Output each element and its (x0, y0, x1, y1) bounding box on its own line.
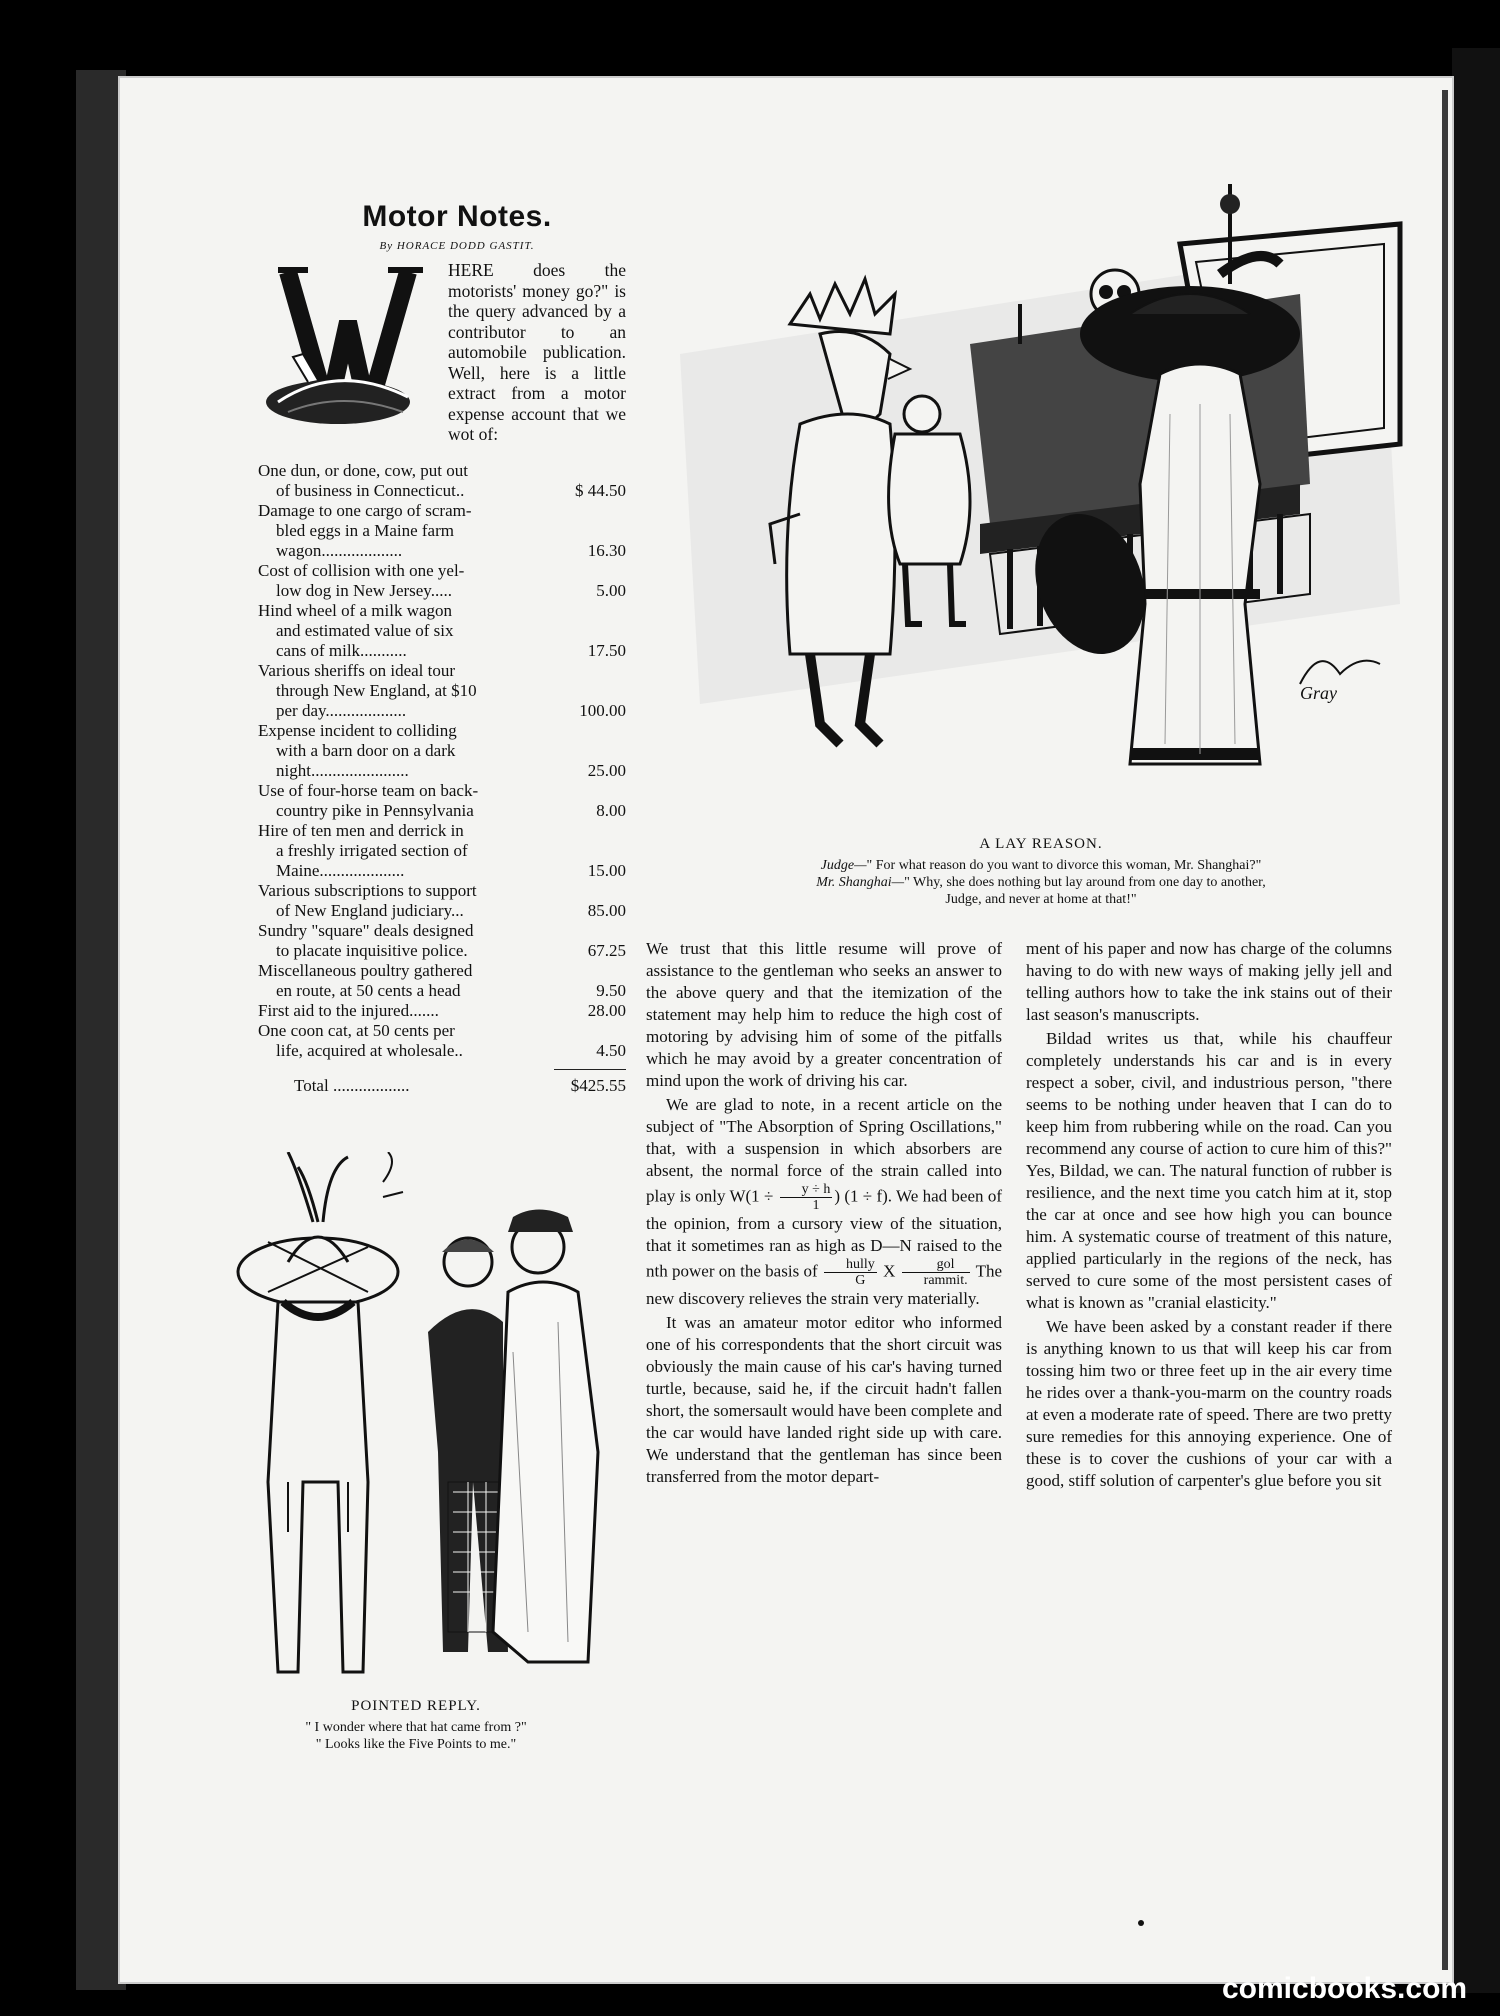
expense-amount: $ 44.50 (575, 480, 626, 500)
judge-speaker: Judge— (820, 858, 867, 873)
lay-reason-cartoon (660, 184, 1422, 824)
drop-cap-w-illustration (258, 262, 438, 434)
total-label: Total .................. (294, 1075, 410, 1095)
expense-line: a freshly irrigated section of (276, 840, 468, 860)
expense-line: bled eggs in a Maine farm (276, 520, 454, 540)
total-rule (554, 1069, 626, 1070)
total-amount: $425.55 (570, 1075, 626, 1095)
article-title: Motor Notes. (362, 200, 552, 233)
expense-line: to placate inquisitive police. (276, 940, 468, 960)
expense-line: One coon cat, at 50 cents per (258, 1020, 455, 1040)
expense-line: of New England judiciary... (276, 900, 464, 920)
expense-line: cans of milk........... (276, 640, 407, 660)
pointed-reply-line-1: " I wonder where that hat came from ?" (305, 1720, 527, 1735)
expense-row (258, 821, 626, 881)
expense-row (258, 1021, 626, 1061)
right-binding-edge (1452, 48, 1500, 1993)
expense-line: night....................... (276, 760, 409, 780)
expense-line: low dog in New Jersey..... (276, 580, 452, 600)
expense-line: Expense incident to colliding (258, 720, 457, 740)
expense-list (258, 461, 626, 1061)
lay-reason-caption (660, 836, 1422, 908)
expense-line: Various sheriffs on ideal tour (258, 660, 456, 680)
expense-description (258, 961, 556, 1001)
expense-row (258, 1001, 626, 1021)
expense-line: en route, at 50 cents a head (276, 980, 461, 1000)
expense-line: Hind wheel of a milk wagon (258, 600, 453, 620)
col2-paragraph-3: It was an amateur motor editor who informed one of his correspondents that the short circuit was obviously the main cause of his car's having turned turtle, because, said he, if the circuit hadn't fallen short, the somersault would have been complete and the car would have landed right side up with care. We understand that the gentleman has since been transferred from the motor depart- (646, 1313, 1002, 1486)
expense-row (258, 601, 626, 661)
expense-amount: 4.50 (596, 1040, 626, 1060)
expense-description (258, 661, 556, 721)
expense-amount: 16.30 (587, 540, 626, 560)
expense-description (258, 721, 556, 781)
expense-amount: 15.00 (587, 860, 626, 880)
pointed-reply-title: POINTED REPLY. (351, 1698, 481, 1714)
expense-amount: 100.00 (579, 700, 626, 720)
expense-description (258, 781, 556, 821)
expense-description (258, 881, 556, 921)
expense-line: Various subscriptions to support (258, 880, 477, 900)
artist-signature: Gray (1300, 683, 1337, 703)
pointed-reply-caption (228, 1698, 604, 1753)
col2-p2-part-c: The new discovery relieves the strain very materially. (646, 1261, 1003, 1308)
expense-row (258, 501, 626, 561)
expense-row (258, 661, 626, 721)
expense-amount: 85.00 (587, 900, 626, 920)
expense-row (258, 781, 626, 821)
expense-line: with a barn door on a dark (276, 740, 456, 760)
shanghai-line (660, 874, 1422, 891)
expense-line: Cost of collision with one yel- (258, 560, 465, 580)
expense-line: Miscellaneous poultry gathered (258, 960, 473, 980)
article-byline: By HORACE DODD GASTIT. (379, 240, 535, 252)
pointed-reply-cartoon (228, 1152, 604, 1692)
lay-reason-title: A LAY REASON. (979, 836, 1103, 852)
total-row (258, 1076, 626, 1096)
col3-paragraph-2: Bildad writes us that, while his chauffeur completely understands his car and is in every respect a sober, civil, and industrious person, "there seems to be nothing under heaven that I can do to keep him from rubbering while on the road. Can you recommend any course of action to cure him of this?" Yes, Bildad, we can. The natural function of rubber is resilience, and the next time you catch him at it, stop the car at once and see how high you can bounce him. A systematic course of treatment of this nature, applied particularly in the regions of the neck, has served to cure some of the most persistent cases of what is known as "cranial elasticity." (1026, 1029, 1392, 1312)
expense-row (258, 461, 626, 501)
formula-y-h: $\frac{y \div h}{1}$ (780, 1182, 833, 1213)
page-dot (1138, 1920, 1144, 1926)
expense-description (258, 561, 556, 601)
pointed-reply-line-2: " Looks like the Five Points to me." (315, 1737, 517, 1752)
expense-line: Hire of ten men and derrick in (258, 820, 464, 840)
expense-description (258, 601, 556, 661)
col2-p2-part-a: We are glad to note, in a recent article on the subject of "The Absorption of Spring Oscillations," that, with a suspension in which absorbers are absent, the normal force of the strain called into play is only W(1 ÷ (646, 1095, 1002, 1206)
expense-amount: 17.50 (587, 640, 626, 660)
expense-row (258, 921, 626, 961)
expense-amount: 25.00 (587, 760, 626, 780)
col2-p2-part-b: ) (1 ÷ f). We had been of the opinion, from a cursory view of the situation, that it sometimes ran as high as D—N raised to the nth power on the basis of (646, 1186, 1003, 1281)
article-intro (258, 260, 626, 445)
col3-paragraph-1: ment of his paper and now has charge of the columns having to do with new ways of making jelly jell and telling authors how to take the ink stains out of their last season's manuscripts. (1026, 939, 1392, 1024)
expense-line: One dun, or done, cow, put out (258, 460, 468, 480)
expense-line: of business in Connecticut.. (276, 480, 465, 500)
motor-notes-column (258, 200, 626, 1096)
shanghai-quote: " Why, she does nothing but lay around from one day to another, (904, 875, 1266, 890)
expense-amount: 28.00 (587, 1000, 626, 1020)
formula-gol-rammit: $\frac{\text{gol}}{\text{rammit.}}$ (902, 1257, 970, 1288)
col3-paragraph-3: We have been asked by a constant reader if there is anything known to us that will keep his car from tossing him two or three feet up in the air every time he rides over a thank-you-marm on the country roads at even a moderate rate of speed. There are two pretty sure remedies for this annoying experience. One of these is to cover the cushions of your car with a good, stiff solution of carpenter's glue before you sit (1026, 1317, 1392, 1490)
expense-line: per day................... (276, 700, 407, 720)
expense-line: Use of four-horse team on back- (258, 780, 479, 800)
col2-paragraph-1: We trust that this little resume will prove of assistance to the gentleman who seeks an answer to the above query and that the itemization of the statement may help him to reduce the high cost of motoring by advising him of some of the pitfalls which he may avoid by a greater concentration of mind upon the work of driving his car. (646, 939, 1002, 1090)
expense-line: through New England, at $10 (276, 680, 477, 700)
formula-times: X (883, 1261, 896, 1281)
expense-amount: 9.50 (596, 980, 626, 1000)
formula-hully-g: $\frac{\text{hully}}{G}$ (824, 1257, 877, 1288)
col2-paragraph-2 (646, 1094, 1002, 1310)
expense-line: Maine.................... (276, 860, 405, 880)
expense-description (258, 1001, 556, 1021)
text-column-2 (646, 938, 1002, 1490)
text-column-3 (1026, 938, 1392, 1494)
expense-amount: 67.25 (587, 940, 626, 960)
expense-description (258, 501, 556, 561)
expense-description (258, 461, 556, 501)
expense-description (258, 1021, 556, 1061)
expense-row (258, 961, 626, 1001)
expense-amount: 8.00 (596, 800, 626, 820)
expense-row (258, 881, 626, 921)
expense-line: First aid to the injured....... (258, 1000, 439, 1020)
judge-line (660, 857, 1422, 874)
expense-description (258, 821, 556, 881)
expense-line: country pike in Pennsylvania (276, 800, 474, 820)
intro-text: HERE does the motorists' money go?" is the query advanced by a contributor to an automobile publication. Well, here is a little extract from a motor expense account that we wot of: (448, 260, 626, 444)
expense-amount: 5.00 (596, 580, 626, 600)
expense-line: Sundry "square" deals designed (258, 920, 474, 940)
page-gutter (1442, 90, 1448, 1970)
expense-line: wagon................... (276, 540, 403, 560)
expense-row (258, 721, 626, 781)
shanghai-line-2: Judge, and never at home at that!" (945, 892, 1137, 907)
expense-line: life, acquired at wholesale.. (276, 1040, 463, 1060)
expense-line: and estimated value of six (276, 620, 454, 640)
expense-description (258, 921, 556, 961)
expense-row (258, 561, 626, 601)
site-watermark: comicbooks.com (1222, 1972, 1468, 2005)
expense-line: Damage to one cargo of scram- (258, 500, 472, 520)
judge-quote: " For what reason do you want to divorce this woman, Mr. Shanghai?" (866, 858, 1262, 873)
shanghai-speaker: Mr. Shanghai— (816, 875, 905, 890)
